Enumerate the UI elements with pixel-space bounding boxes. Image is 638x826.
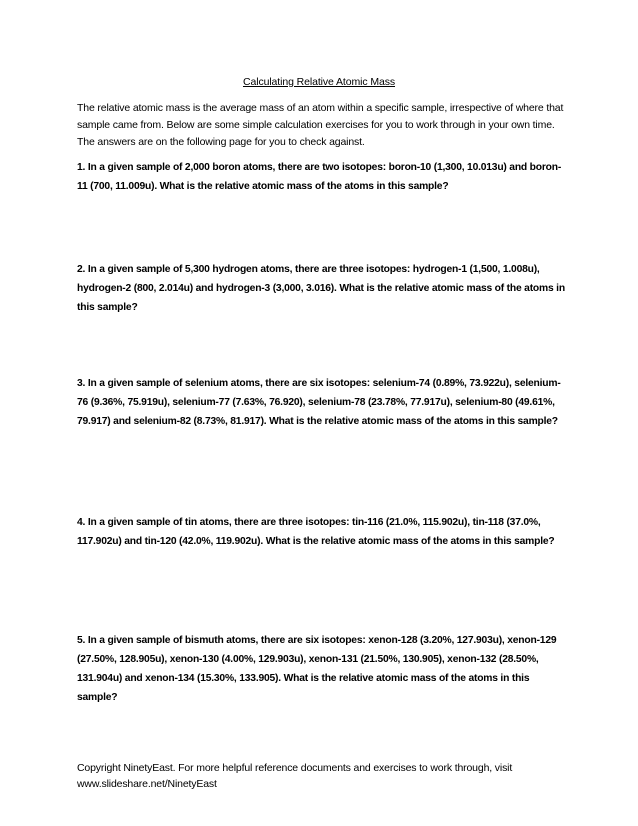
question-3: 3. In a given sample of selenium atoms, there are six isotopes: selenium-74 (0.89%, 73.922u), selenium-76 (9.36%, 75.919u), selenium-77 (7.63%, 76.920), selenium-78 (23.78%, 77.917u), selenium-80 (49.61%, 79.917) and selenium-82 (8.73%, 81.917). What is the relative atomic mass of the atoms in this sample? [77,378,561,427]
copyright-footer [77,760,567,792]
question-1: 1. In a given sample of 2,000 boron atoms, there are two isotopes: boron-10 (1,300, 10.013u) and boron-11 (700, 11.009u). What is the relative atomic mass of the atoms in this sample? [77,162,562,192]
slideshare-link[interactable]: www.slideshare.net/NinetyEast [77,778,217,790]
question-2: 2. In a given sample of 5,300 hydrogen atoms, there are three isotopes: hydrogen-1 (1,500, 1.008u), hydrogen-2 (800, 2.014u) and hydrogen-3 (3,000, 3.016). What is the relative atomic mass of the atoms in this sample? [77,264,565,313]
intro-paragraph: The relative atomic mass is the average mass of an atom within a specific sample, irrespective of where that sample came from. Below are some simple calculation exercises for you to work through in your own time. The answers are on the following page for you to check against. [77,102,564,148]
copyright-text: Copyright NinetyEast. For more helpful reference documents and exercises to work through, visit [77,762,513,774]
page-title: Calculating Relative Atomic Mass [242,76,396,88]
question-4: 4. In a given sample of tin atoms, there are three isotopes: tin-116 (21.0%, 115.902u), tin-118 (37.0%, 117.902u) and tin-120 (42.0%, 119.902u). What is the relative atomic mass of the atoms in this sample? [77,517,555,547]
question-5: 5. In a given sample of bismuth atoms, there are six isotopes: xenon-128 (3.20%, 127.903u), xenon-129 (27.50%, 128.905u), xenon-130 (4.00%, 129.903u), xenon-131 (21.50%, 130.905), xenon-132 (28.50%, 131.904u) and xenon-134 (15.30%, 133.905). What is the relative atomic mass of the atoms in this sample? [77,635,557,703]
